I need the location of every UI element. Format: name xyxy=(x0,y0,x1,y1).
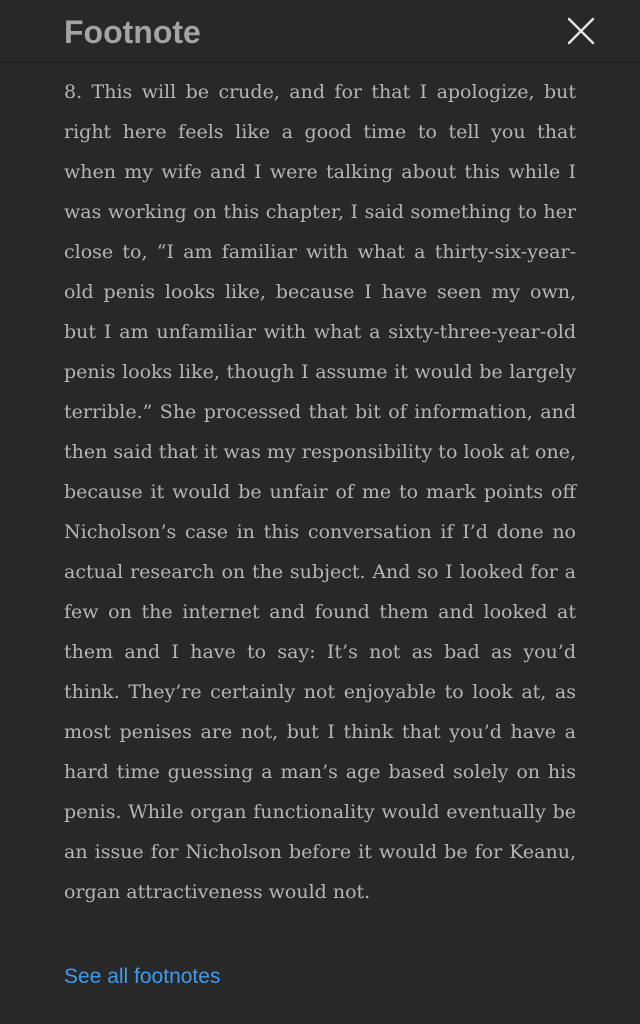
close-button[interactable] xyxy=(566,16,596,46)
footnote-text: 8. This will be crude, and for that I apologize, but right here feels like a good time to tell you that when my wife and I were talking about this while I was working on this chapter, I said something to her close to, “I am familiar with what a thirty-six-year-old penis looks like, because I have seen my own, but I am unfamiliar with what a sixty-three-year-old penis looks like, though I assume it would be largely terrible.” She processed that bit of information, and then said that it was my responsibility to look at one, because it would be unfair of me to mark points off Nicholson’s case in this conversation if I’d done no actual research on the subject. And so I looked for a few on the internet and found them and looked at them and I have to say: It’s not as bad as you’d think. They’re certainly not enjoyable to look at, as most penises are not, but I think that you’d have a hard time guessing a man’s age based solely on his penis. While organ functionality would eventually be an issue for Nicholson before it would be for Keanu, organ attractiveness would not. xyxy=(64,81,576,903)
close-icon xyxy=(566,16,596,46)
see-all-footnotes-link[interactable]: See all footnotes xyxy=(64,965,221,988)
footnote-header xyxy=(0,0,640,63)
page-title: Footnote xyxy=(64,14,201,50)
